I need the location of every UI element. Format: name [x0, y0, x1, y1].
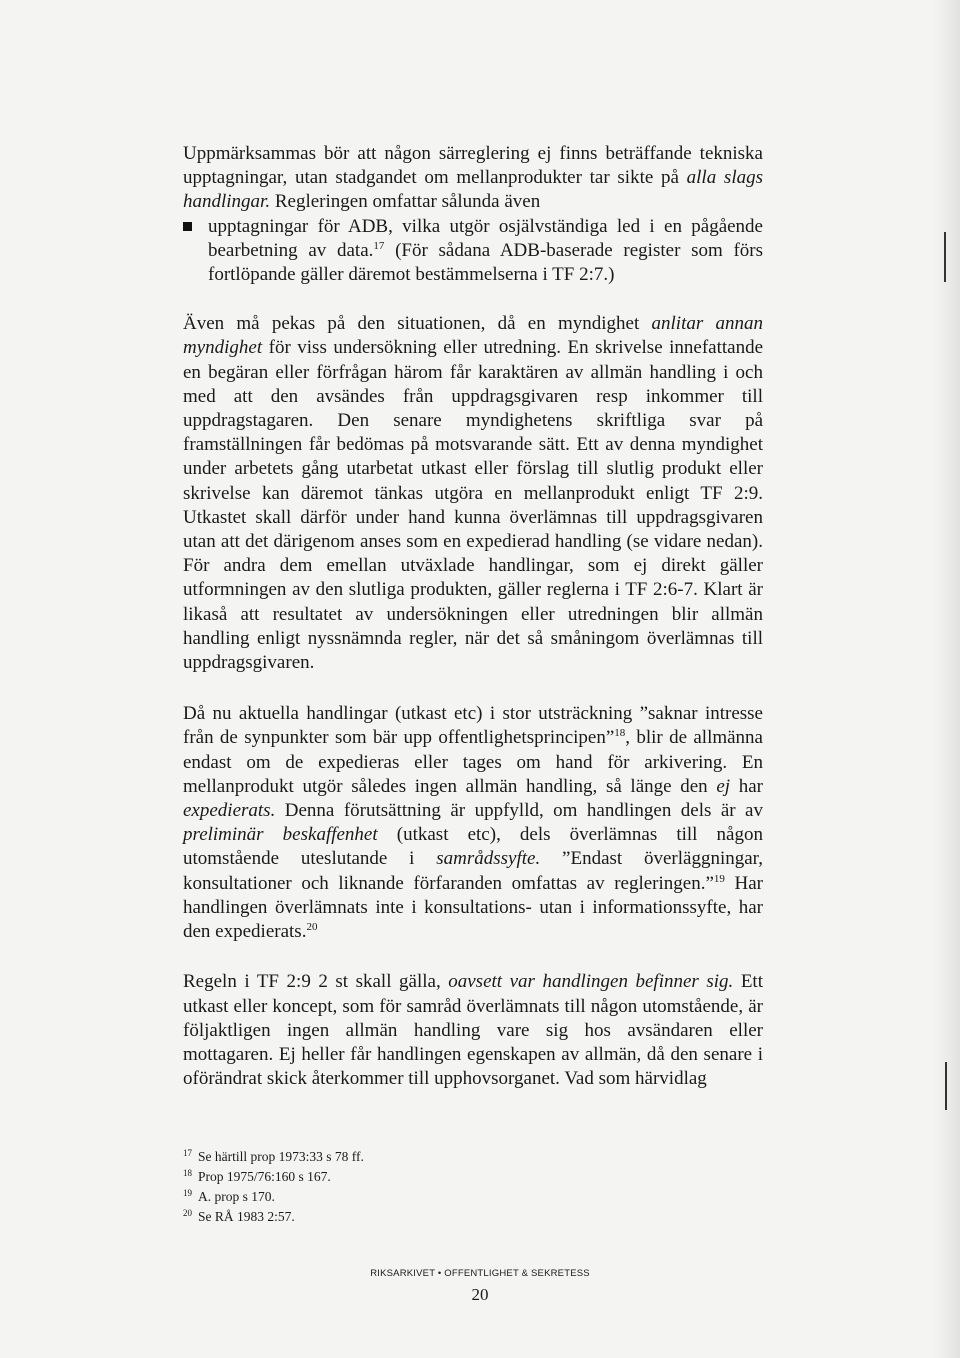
bullet-item: [183, 215, 763, 288]
paragraph-text: upptagningar för ADB, vilka utgör osjälvständiga led i en pågående bearbetning av data.: [208, 215, 763, 261]
footnote: [183, 1147, 583, 1167]
paragraph-text: Ett utkast eller koncept, som för samråd överlämnats till någon utomstående, är följaktligen ingen allmän handling vare sig hos avsändaren eller mottagaren. Ej heller får handlingen egenskapen av allmän, då den senare i oförändrat skick återkommer till upphovsorganet. Vad som härvidlag: [183, 971, 763, 1090]
footnote-ref: 20: [306, 921, 318, 934]
paragraph-text: (För sådana ADB-baserade register som förs fortlöpande gäller däremot bestämmelserna i TF 2:7.): [208, 239, 763, 286]
emphasis-text: ej: [716, 775, 731, 797]
footnote-number: 18: [183, 1168, 192, 1178]
paragraph-text: ”Endast överläggningar, konsultationer och liknande förfaranden omfattas av regleringen.”: [183, 848, 763, 894]
footnotes: [183, 1147, 583, 1227]
emphasis-text: preliminär beskaffenhet: [183, 824, 378, 846]
paragraph-text: för viss undersökning eller utredning. En skrivelse innefattande en begäran eller förfrågan härom får karaktären av allmän handling i och med att den avsändes från uppdragsgivaren resp inkommer till uppdragstagaren. Den senare myndighetens skriftliga svar på framställningen får bedömas på motsvarande sätt. Ett av denna myndighet under arbetets gång utarbetat utkast eller förslag till slutlig produkt eller skrivelse kan däremot tänkas utgöra en mellanprodukt enligt TF 2:9. Utkastet skall därför under hand kunna överlämnas till uppdragsgivaren utan att det därigenom anses som en expedierad handling (se vidare nedan). För andra dem emellan utväxlade handlingar, som ej direkt gäller utformningen av den slutliga produkten, gäller reglerna i TF 2:6-7. Klart är likaså att resultatet av undersökningen eller utredningen blir allmän handling enligt nyssnämnda regler, när det så småningom överlämnas till uppdragsgivaren.: [183, 337, 763, 674]
running-footer: RIKSARKIVET • OFFENTLIGHET & SEKRETESS: [370, 1268, 590, 1279]
margin-mark: [944, 232, 946, 282]
footnote-ref: 18: [614, 727, 626, 740]
paragraph-text: Denna förutsättning är uppfylld, om handlingen dels är av: [275, 800, 763, 822]
paragraph-text: Regleringen omfattar sålunda även: [270, 191, 541, 213]
paragraph-text: Regeln i TF 2:9 2 st skall gälla,: [183, 971, 449, 993]
emphasis-text: samrådssyfte.: [436, 848, 541, 870]
margin-mark: [945, 1062, 947, 1110]
emphasis-text: expedierats.: [183, 800, 276, 822]
footnote-number: 17: [183, 1148, 192, 1158]
emphasis-text: alla slags handlingar.: [183, 167, 763, 213]
emphasis-text: oavsett var handlingen befinner sig.: [448, 971, 734, 993]
footnote: [183, 1207, 583, 1227]
paragraph-1: [183, 142, 763, 215]
bullet-square-icon: [183, 222, 192, 231]
footnote-text: Se härtill prop 1973:33 s 78 ff.: [198, 1149, 364, 1164]
paragraph-text: har: [730, 775, 764, 797]
page-number: 20: [471, 1285, 489, 1304]
footnote-number: 20: [183, 1208, 192, 1218]
bullet-text: [208, 215, 763, 288]
footnote-ref: 19: [713, 872, 725, 885]
paragraph-text: Har handlingen överlämnats inte i konsultations- utan i informationssyfte, har den expedierats.: [183, 872, 764, 943]
paragraph-text: Även må pekas på den situationen, då en myndighet: [183, 313, 652, 335]
footnote-text: Prop 1975/76:160 s 167.: [198, 1169, 331, 1184]
emphasis-text: anlitar annan myndighet: [183, 313, 763, 359]
paragraph-4: [183, 970, 763, 1091]
footnote: [183, 1187, 583, 1207]
body-text: [183, 142, 763, 1091]
paragraph-text: (utkast etc), dels överlämnas till någon utomstående uteslutande i: [183, 824, 763, 870]
page-edge-shadow: [932, 0, 960, 1358]
paragraph-text: , blir de allmänna endast om de expedieras eller tages om hand för arkivering. En mellanprodukt utgör således ingen allmän handling, så länge den: [183, 727, 763, 797]
footnote: [183, 1167, 583, 1187]
paragraph-text: Då nu aktuella handlingar (utkast etc) i stor utsträckning ”saknar intresse från de synpunkter som bär upp offentlighetsprincipen”: [183, 703, 763, 749]
paragraph-3: [183, 702, 763, 944]
footnote-text: Se RÅ 1983 2:57.: [198, 1209, 295, 1224]
footnote-number: 19: [183, 1188, 192, 1198]
paragraph-2: [183, 312, 763, 675]
footnote-ref: 17: [373, 239, 385, 252]
paragraph-text: Uppmärksammas bör att någon särreglering ej finns beträffande tekniska upptagningar, utan stadgandet om mellanprodukter tar sikte på: [183, 143, 763, 189]
footnote-text: A. prop s 170.: [198, 1189, 275, 1204]
